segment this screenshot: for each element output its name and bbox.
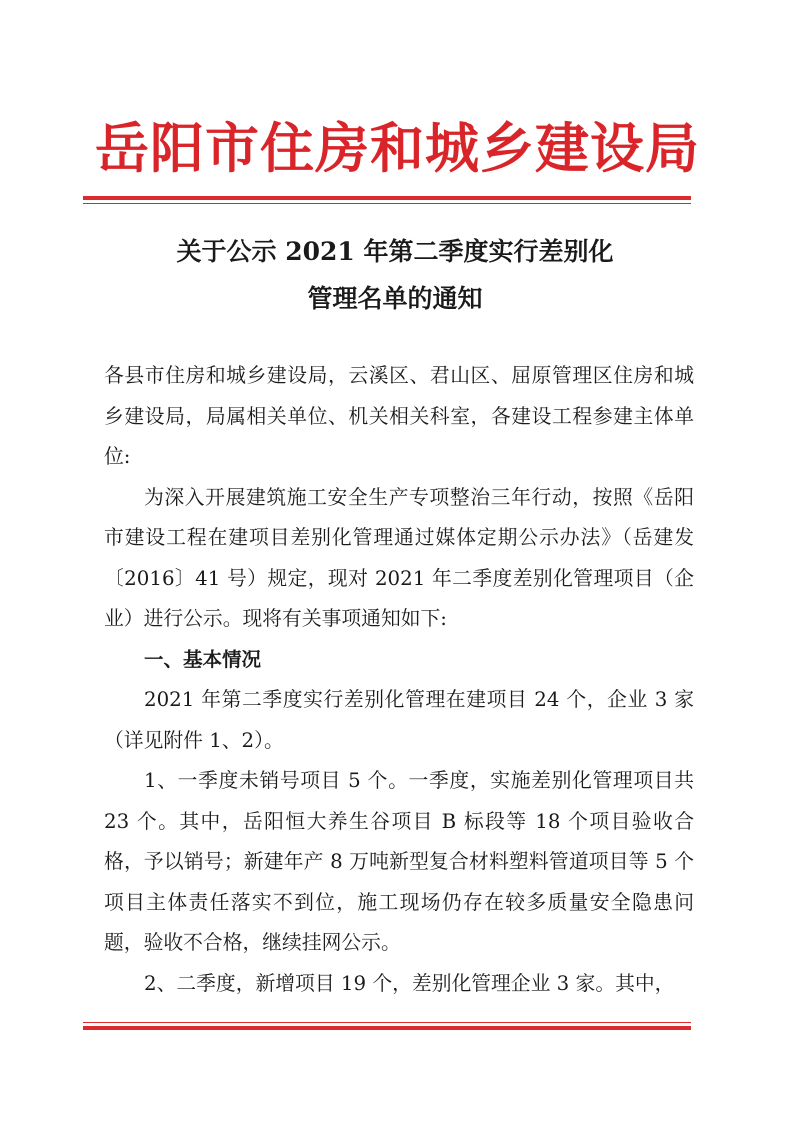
paragraph-item-1: 1、一季度未销号项目 5 个。一季度，实施差别化管理项目共 23 个。其中，岳阳恒大养生谷项目 B 标段等 18 个项目验收合格，予以销号；新建年产 8 万吨新型复合材料塑料管道项目等 5 个项目主体责任落实不到位，施工现场仍存在较多质量安全隐患问题，验收不合格，继续挂网公示。 bbox=[104, 769, 694, 954]
paragraph-summary: 2021 年第二季度实行差别化管理在建项目 24 个，企业 3 家（详见附件 1、2）。 bbox=[104, 688, 694, 752]
notice-body bbox=[104, 356, 694, 1004]
intro-paragraph: 为深入开展建筑施工安全生产专项整治三年行动，按照《岳阳市建设工程在建项目差别化管理通过媒体定期公示办法》（岳建发〔2016〕41 号）规定，现对 2021 年二季度差别化管理项目（企业）进行公示。现将有关事项通知如下: bbox=[104, 485, 694, 630]
footer-rule-thin bbox=[83, 1022, 691, 1023]
masthead-rule-thick bbox=[83, 196, 691, 200]
footer-rule-thick bbox=[83, 1026, 691, 1030]
notice-title bbox=[95, 228, 695, 322]
paragraph-item-2: 2、二季度，新增项目 19 个，差别化管理企业 3 家。其中， bbox=[144, 971, 675, 995]
notice-title-line2: 管理名单的通知 bbox=[307, 284, 483, 313]
salutation: 各县市住房和城乡建设局，云溪区、君山区、屈原管理区住房和城乡建设局，局属相关单位、机关相关科室，各建设工程参建主体单位: bbox=[104, 364, 694, 468]
section-heading-basic-situation: 一、基本情况 bbox=[144, 647, 262, 671]
masthead-title: 岳阳市住房和城乡建设局 bbox=[95, 116, 700, 180]
masthead-rule-thin bbox=[83, 203, 691, 204]
notice-title-line1: 关于公示 2021 年第二季度实行差别化 bbox=[176, 237, 614, 266]
